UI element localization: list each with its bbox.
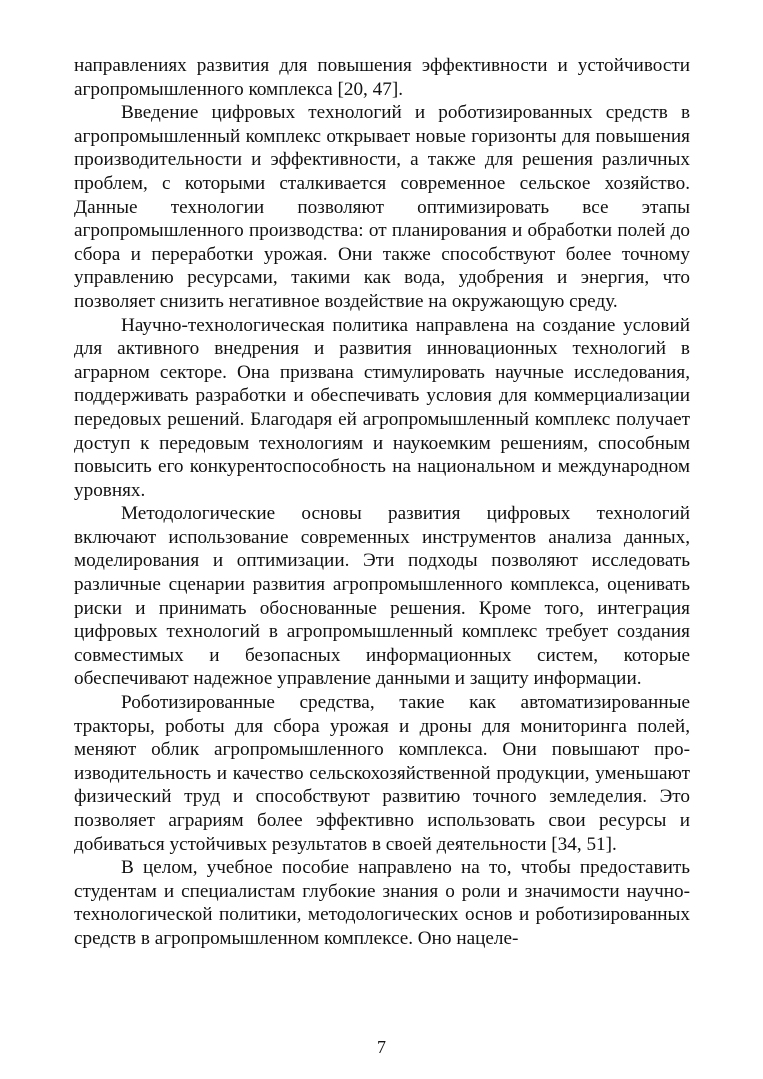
paragraph-continued: направлениях развития для повышения эффективности и устойчивости агропромышленного комплекса [20, 47]. xyxy=(74,55,690,100)
body-text xyxy=(74,54,690,951)
paragraph-digital-technologies: Введение цифровых технологий и роботизированных средств в агропромышленный комплекс открывает новые горизонты для повышения производительности и эффективности, а также для решения различных проблем, с которыми сталкивается современное сельское хозяйство. Данные технологии позволяют оптимизировать все этапы агропромышленного производства: от планирования и обработки полей до сбора и переработки урожая. Они также способствуют более точному управлению ресурсами, такими как вода, удобрения и энергия, что позволяет снизить негативное воздействие на окружающую среду. xyxy=(74,102,690,312)
paragraph-science-policy: Научно-технологическая политика направлена на создание условий для активного внедрения и развития инновационных технологий в аграрном секторе. Она призвана стимулировать научные исследования, поддерживать разработки и обеспечивать условия для коммерциализации передовых решений. Благодаря ей агропромышленный комплекс получает доступ к передовым технологиям и наукоемким решениям, способным повысить его конкурентоспособность на национальном и международном уровнях. xyxy=(74,314,690,501)
page-number: 7 xyxy=(377,1037,386,1057)
paragraph-conclusion: В целом, учебное пособие направлено на то, чтобы предоставить студентам и специалистам глубокие знания о роли и значимости научно-технологической политики, методологических основ и роботизированных средств в агропромышленном комплексе. Оно нацеле- xyxy=(74,857,690,949)
paragraph-methodology: Методологические основы развития цифровых технологий включают использование современных инструментов анализа данных, моделирования и оптимизации. Эти подходы позволяют исследовать различные сценарии развития агропромышленного комплекса, оценивать риски и принимать обоснованные решения. Кроме того, интеграция цифровых технологий в агропромышленный комплекс требует создания совместимых и безопасных информационных систем, которые обеспечивают надежное управление данными и защиту информации. xyxy=(74,503,690,690)
paragraph-robotics: Роботизированные средства, такие как автоматизированные тракторы, роботы для сбора урожая и дроны для мониторинга полей, меняют облик агропромышленного комплекса. Они повышают производительность и качество сельскохозяйственной продукции, уменьшают физический труд и способствуют развитию точного земледелия. Это позволяет аграриям более эффективно использовать свои ресурсы и добиваться устойчивых результатов в своей деятельности [34, 51]. xyxy=(74,692,690,855)
